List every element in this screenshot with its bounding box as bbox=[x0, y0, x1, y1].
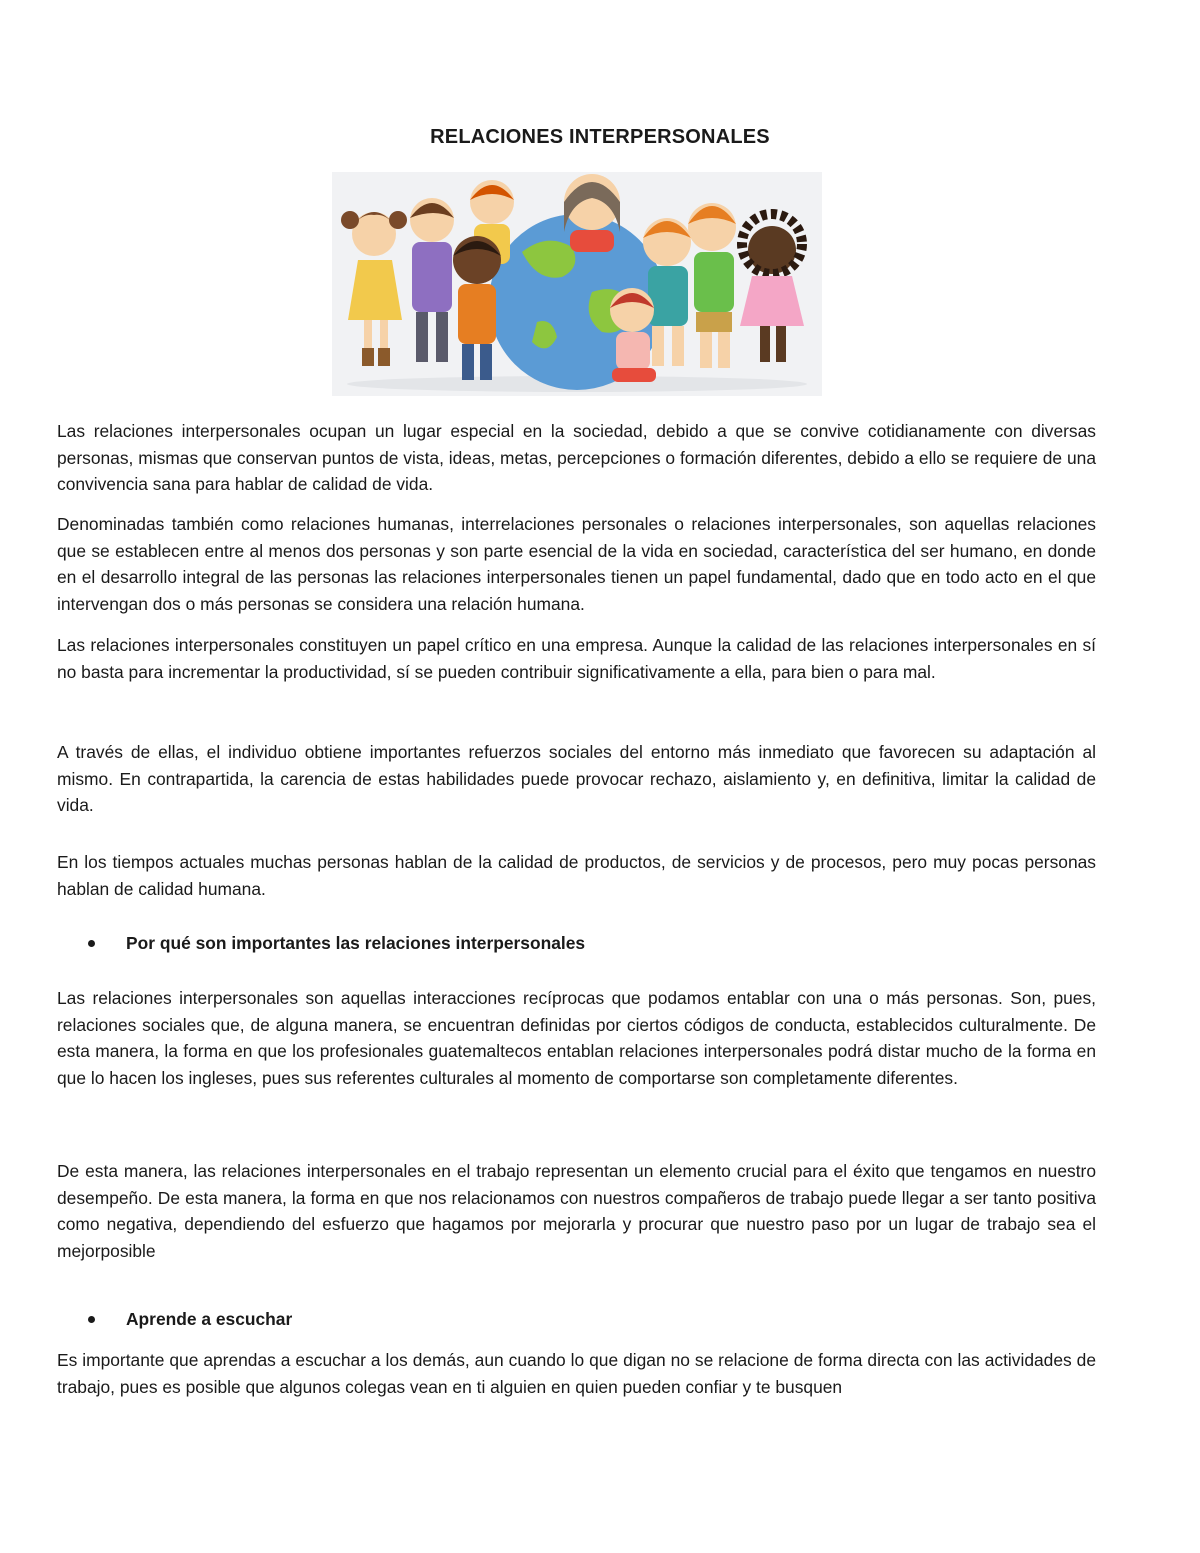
page-title: RELACIONES INTERPERSONALES bbox=[430, 126, 770, 148]
bullet-heading bbox=[88, 1309, 292, 1330]
paragraph: De esta manera, las relaciones interpersonales en el trabajo representan un elemento crucial para el éxito que tengamos en nuestro desempeño. De esta manera, la forma en que nos relacionamos con nuestros compañeros de trabajo puede llegar a ser tanto positiva como negativa, dependiendo del esfuerzo que hagamos por mejorarla y procurar que nuestro paso por un lugar de trabajo sea el mejorposible bbox=[57, 1161, 1096, 1261]
bullet-heading-text: Aprende a escuchar bbox=[126, 1309, 293, 1329]
bullet-icon bbox=[88, 1316, 95, 1323]
bullet-icon bbox=[88, 940, 95, 947]
paragraph: Las relaciones interpersonales son aquellas interacciones recíprocas que podamos entablar con una o más personas. Son, pues, relaciones sociales que, de alguna manera, se encuentran definidas por ciertos códigos de conducta, establecidos culturalmente. De esta manera, la forma en que los profesionales guatemaltecos entablan relaciones interpersonales podrá distar mucho de la forma en que lo hacen los ingleses, pues sus referentes culturales al momento de comportarse son completamente diferentes. bbox=[57, 988, 1096, 1088]
paragraph: A través de ellas, el individuo obtiene importantes refuerzos sociales del entorno más inmediato que favorecen su adaptación al mismo. En contrapartida, la carencia de estas habilidades puede provocar rechazo, aislamiento y, en definitiva, limitar la calidad de vida. bbox=[57, 742, 1096, 815]
paragraph: Denominadas también como relaciones humanas, interrelaciones personales o relaciones interpersonales, son aquellas relaciones que se establecen entre al menos dos personas y son parte esencial de la vida en sociedad, característica del ser humano, en donde en el desarrollo integral de las personas las relaciones interpersonales tienen un papel fundamental, dado que en todo acto en el que intervengan dos o más personas se considera una relación humana. bbox=[57, 514, 1096, 614]
paragraph: Las relaciones interpersonales ocupan un lugar especial en la sociedad, debido a que se convive cotidianamente con diversas personas, mismas que conservan puntos de vista, ideas, metas, percepciones o formación diferentes, debido a ello se requiere de una convivencia sana para hablar de calidad de vida. bbox=[57, 421, 1096, 494]
bullet-heading-text: Por qué son importantes las relaciones interpersonales bbox=[126, 933, 586, 953]
paragraph: Las relaciones interpersonales constituyen un papel crítico en una empresa. Aunque la calidad de las relaciones interpersonales en sí no basta para incrementar la productividad, sí se pueden contribuir significativamente a ella, para bien o para mal. bbox=[57, 635, 1096, 682]
paragraph: Es importante que aprendas a escuchar a los demás, aun cuando lo que digan no se relacione de forma directa con las actividades de trabajo, pues es posible que algunos colegas vean en ti alguien en quien pueden confiar y te busquen bbox=[57, 1350, 1096, 1397]
children-globe-illustration bbox=[332, 172, 822, 396]
paragraph: En los tiempos actuales muchas personas hablan de la calidad de productos, de servicios y de procesos, pero muy pocas personas hablan de calidad humana. bbox=[57, 852, 1096, 899]
bullet-heading bbox=[88, 933, 585, 954]
